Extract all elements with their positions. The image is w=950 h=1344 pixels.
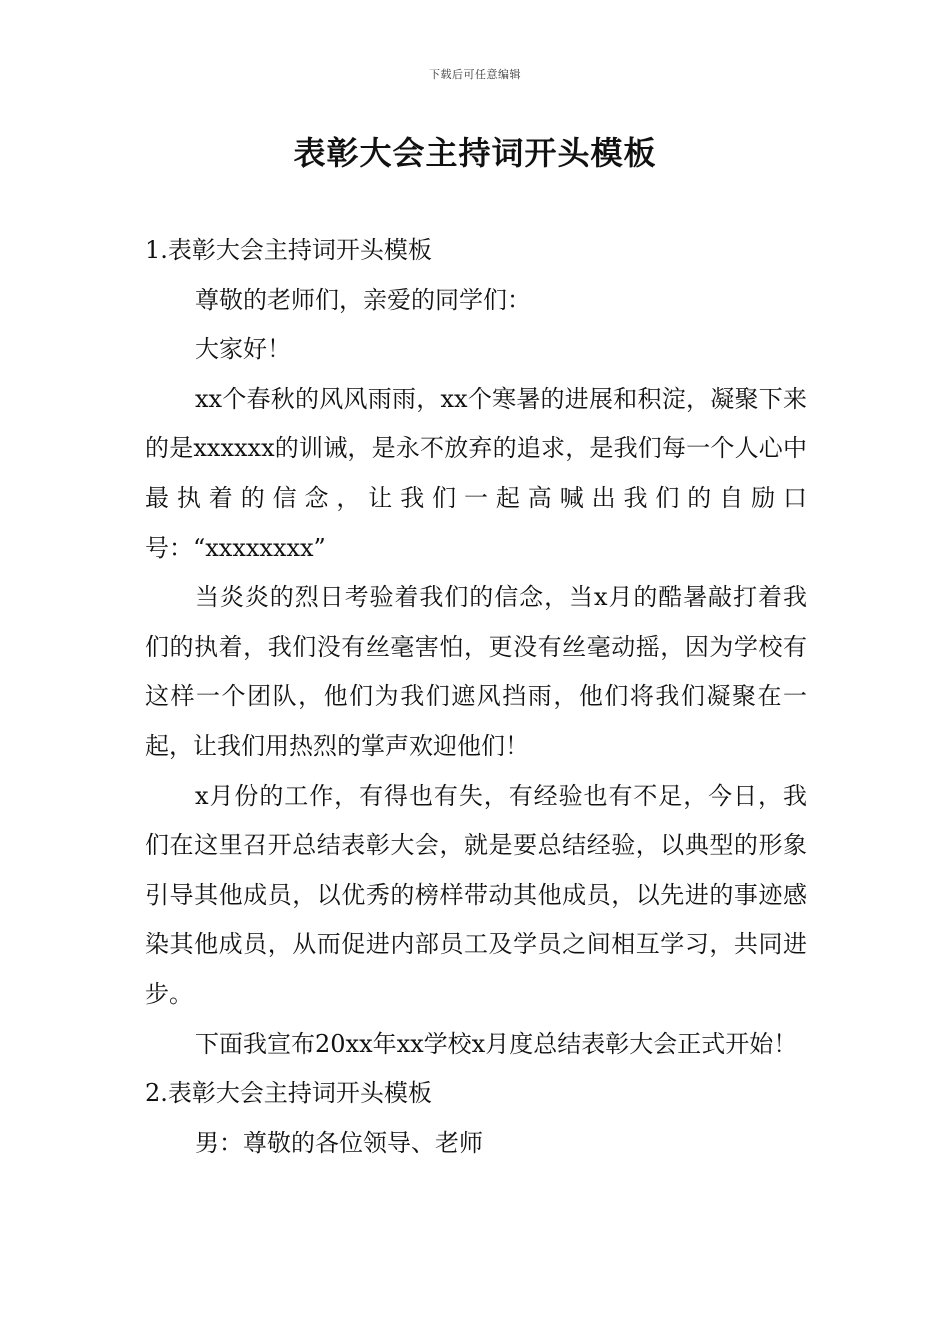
- paragraph: 尊敬的老师们，亲爱的同学们：: [195, 285, 531, 314]
- paragraph: 男：尊敬的各位领导、老师: [195, 1128, 483, 1157]
- document-title: 表彰大会主持词开头模板: [293, 134, 657, 172]
- paragraph: 下面我宣布20xx年xx学校x月度总结表彰大会正式开始！: [195, 1029, 798, 1058]
- paragraph: 当炎炎的烈日考验着我们的信念，当x月的酷暑敲打着我们的执着，我们没有丝毫害怕，更没有丝毫动摇，因为学校有这样一个团队，他们为我们遮风挡雨，他们将我们凝聚在一起，让我们用热烈的掌声欢迎他们！: [145, 583, 807, 760]
- paragraph: xx个春秋的风风雨雨，xx个寒暑的进展和积淀，凝聚下来的是xxxxxx的训诫，是永不放弃的追求，是我们每一个人心中最执着的信念，让我们一起高喊出我们的自励口号：“xxxxxxxx”: [145, 384, 807, 562]
- paragraph: 大家好！: [195, 335, 291, 364]
- section-heading: 1.表彰大会主持词开头模板: [145, 236, 432, 264]
- document-body: [145, 226, 807, 1168]
- section-heading: 2.表彰大会主持词开头模板: [145, 1079, 432, 1108]
- paragraph: x月份的工作，有得也有失，有经验也有不足，今日，我们在这里召开总结表彰大会，就是要总结经验，以典型的形象引导其他成员，以优秀的榜样带动其他成员，以先进的事迹感染其他成员，从而促进内部员工及学员之间相互学习，共同进步。: [145, 781, 807, 1008]
- header-note: 下载后可任意编辑: [429, 68, 521, 81]
